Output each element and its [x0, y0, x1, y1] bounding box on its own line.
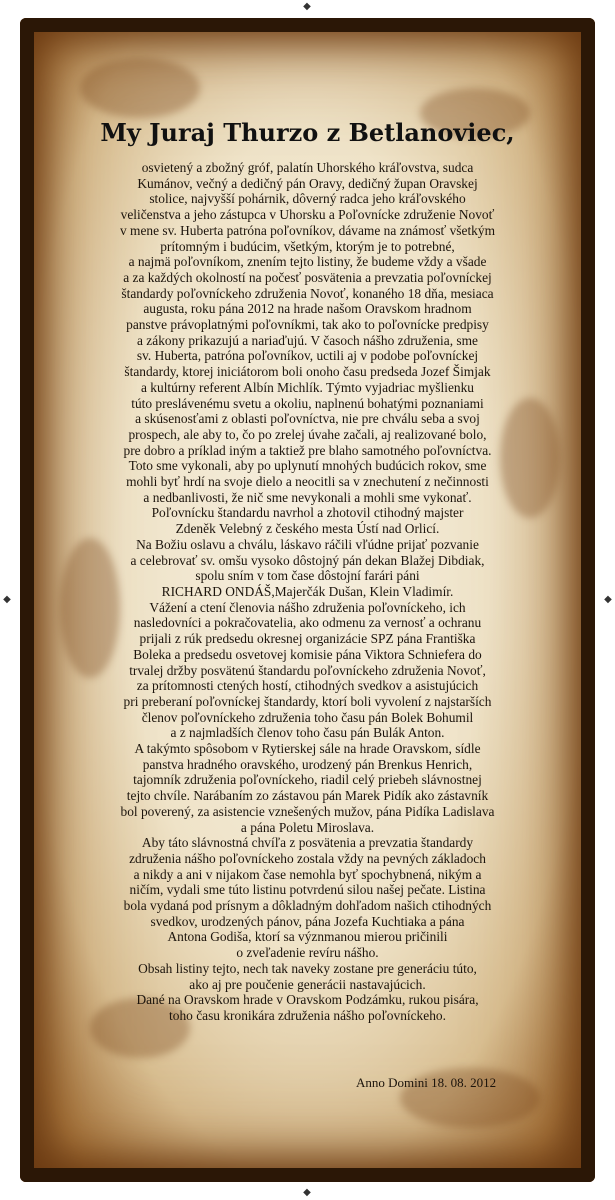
text-line: nasledovníci a pokračovatelia, ako odmenu za vernosť a ochranu [133, 615, 482, 631]
text-line: a skúsenosťami z oblasti poľovníctva, nie pre chválu seba a svoj [135, 411, 480, 427]
text-line: a celebrovať sv. omšu vysoko dôstojný pán dekan Blažej Dibdiak, [130, 552, 485, 568]
text-line: Vážení a ctení členovia nášho združenia poľovníckeho, ich [149, 599, 466, 615]
crop-mark-bottom: ◆ [303, 1187, 311, 1198]
text-line: Boleka a predsedu osvetovej komisie pána Viktora Schniefera do [133, 646, 482, 662]
text-line: trvalej držby posvätenú štandardu poľovníckeho združenia Novoť, [129, 662, 486, 678]
text-line: panstve právoplatnými poľovníkmi, tak ako to poľovnícke predpisy [126, 317, 489, 333]
crop-mark-right: ◆ [604, 594, 612, 605]
text-line: prijali z rúk predsedu okresnej organizácie SPZ pána Františka [139, 631, 476, 647]
text-line: spolu sním v tom čase dôstojní farári páni [195, 568, 420, 584]
text-line: prítomným i budúcim, všetkým, ktorým je to potrebné, [160, 238, 455, 254]
text-line: bol poverený, za asistencie vznešených mužov, pána Pidíka Ladislava [120, 803, 495, 819]
text-line: a za každých okolností na počesť posvätenia a prevzatia poľovníckej [123, 269, 492, 285]
text-line: mohli byť hrdí na svoje dielo a neocitli sa v znechutení z nečinnosti [126, 474, 489, 490]
text-line: prospech, ale aby to, čo po zrelej úvahe začali, aj realizované bolo, [128, 426, 487, 442]
text-line: Obsah listiny tejto, nech tak naveky zostane pre generáciu túto, [138, 960, 477, 976]
text-line: veličenstva a jeho zástupca v Uhorsku a Poľovnícke združenie Novoť [120, 207, 495, 223]
document-date: Anno Domini 18. 08. 2012 [356, 1075, 497, 1090]
text-line: ako aj pre poučenie generácii nastavajúcich. [189, 976, 426, 992]
document-body [0, 118, 615, 1024]
text-line: Poľovnícku štandardu navrhol a zhotovil ctihodný majster [151, 505, 464, 521]
text-line: v mene sv. Huberta patróna poľovníkov, dávame na známosť všetkým [120, 222, 495, 238]
text-line: štandardy poľovníckeho združenia Novoť, konaného 18 dňa, mesiaca [121, 285, 494, 301]
text-line: a pána Poletu Miroslava. [240, 819, 375, 835]
text-line: a zákony prikazujú a nariaďujú. V časoch nášho združenia, sme [137, 332, 478, 348]
text-line: a z najmladších členov toho času pán Bulák Anton. [170, 725, 445, 741]
text-line: augusta, roku pána 2012 na hrade našom Oravskom hradnom [143, 301, 472, 317]
document-title: My Juraj Thurzo z Betlanoviec, [100, 118, 515, 147]
text-line: a nikdy a ani v nijakom čase nemohla byť spochybnená, nikým a [133, 866, 482, 882]
text-line: a najmä poľovníkom, znením tejto listiny, že budeme vždy a všade [128, 254, 487, 270]
crop-mark-left: ◆ [3, 594, 11, 605]
text-line: osvietený a zbožný gróf, palatín Uhorského kráľovstva, sudca [141, 160, 474, 175]
document-text [0, 160, 615, 1024]
text-line: ničím, vydali sme túto listinu potvrdenú silou našej pečate. Listina [129, 882, 486, 898]
text-line: túto preslávenému svetu a okoliu, naplnenú bohatými poznaniami [131, 395, 484, 411]
text-line: Aby táto slávnostná chvíľa z posvätenia a prevzatia štandardy [141, 835, 474, 851]
text-line: a nedbanlivosti, že nič sme nevykonali a mohli sme vykonať. [143, 489, 472, 505]
text-line: za prítomnosti ctených hostí, ctihodných svedkov a asistujúcich [136, 678, 479, 694]
text-line: Antona Godiša, ktorí sa význmanou mierou pričinili [167, 929, 448, 945]
text-line: združenia nášho poľovníckeho zostala vždy na pevných základoch [129, 850, 486, 866]
text-line: Zdeněk Velebný z českého mesta Ústí nad Orlicí. [175, 521, 440, 537]
text-line: členov poľovníckeho združenia toho času pán Bolek Bohumil [141, 709, 474, 725]
text-line: tejto chvíle. Narábaním zo zástavou pán Marek Pidík ako zástavník [126, 788, 489, 804]
text-line: sv. Huberta, patróna poľovníkov, uctili aj v podobe poľovníckej [136, 348, 479, 364]
crop-mark-top: ◆ [303, 1, 311, 12]
text-line: pri preberaní poľovníckej štandardy, ktorí boli vyvolení z najstarších [123, 693, 492, 709]
text-line: pre dobro a príklad iným a taktiež pre blaho samotného poľovníctva. [123, 442, 492, 458]
text-line: bola vydaná pod prísnym a dôkladným dohľadom našich ctihodných [123, 898, 492, 914]
text-line: svedkov, urodzených pánov, pána Jozefa Kuchtiaka a pána [150, 913, 465, 929]
text-line: A takýmto spôsobom v Rytierskej sále na hrade Oravskom, sídle [134, 741, 481, 757]
text-line: štandardy, ktorej iniciátorom boli onoho času predseda Jozef Šimjak [124, 364, 491, 380]
text-line: o zveľadenie revíru nášho. [236, 945, 379, 961]
text-line: Na Božiu oslavu a chválu, láskavo ráčili vľúdne prijať pozvanie [136, 536, 479, 552]
text-line: tajomník združenia poľovníckeho, riadil celý priebeh slávnostnej [133, 772, 482, 788]
text-line: toho času kronikára združenia nášho poľovníckeho. [169, 1007, 446, 1023]
text-line: panstva hradného oravského, urodzený pán Brenkus Henrich, [142, 756, 473, 772]
stain [80, 58, 200, 118]
text-line: Kumánov, večný a dedičný pán Oravy, dedičný župan Oravskej [137, 175, 478, 191]
text-line: Toto sme vykonali, aby po uplynutí mnohých budúcich rokov, sme [128, 458, 487, 474]
text-line: RICHARD ONDÁŠ,Majerčák Dušan, Klein Vladimír. [161, 583, 454, 599]
text-line: Dané na Oravskom hrade v Oravskom Podzámku, rukou pisára, [136, 992, 479, 1008]
text-line: a kultúrny referent Albín Michlík. Týmto vyjadriac myšlienku [141, 379, 474, 395]
text-line: stolice, najvyšší pohárnik, dôverný radca jeho kráľovského [149, 191, 466, 207]
